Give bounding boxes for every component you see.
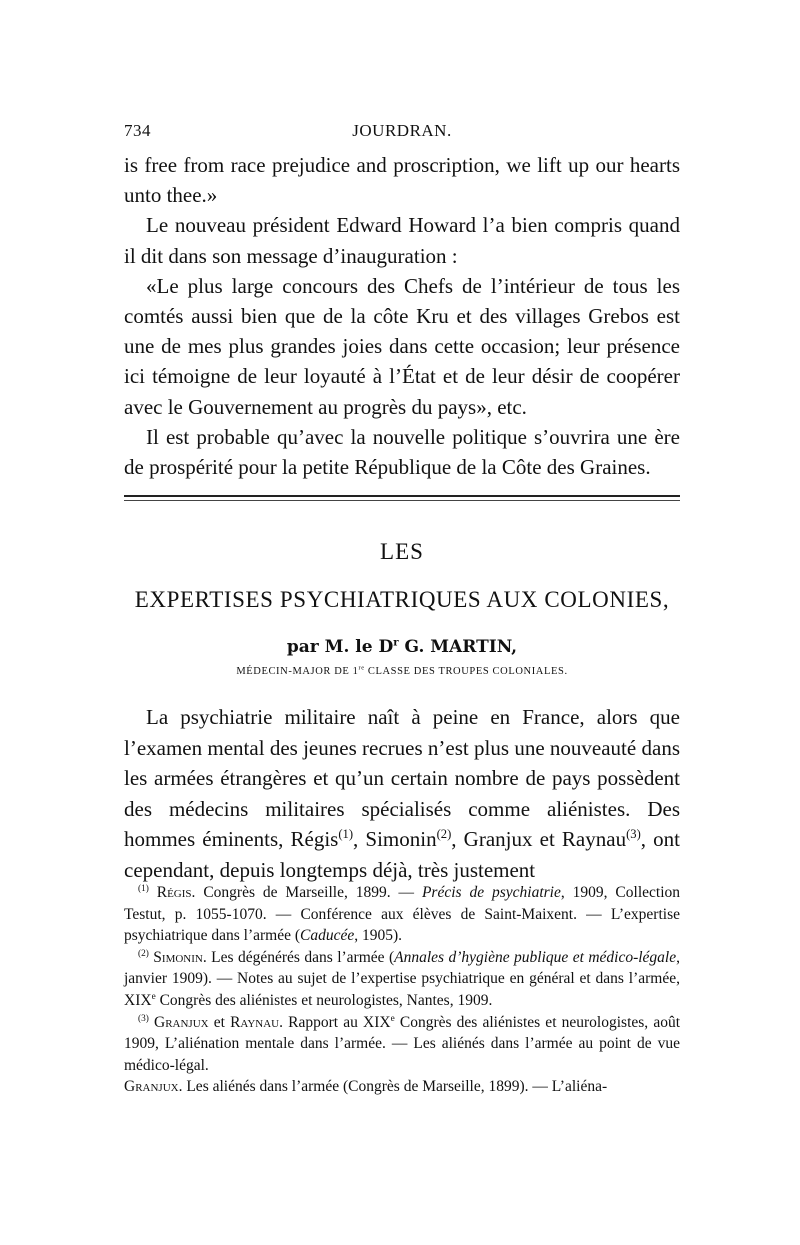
- footnote-3: $^{(3)}$ Granjux et Raynau. Rapport au XIXe Congrès des aliénistes et neurologistes, août 1909, L’aliénation mentale dans l’armée. — Les aliénés dans l’armée au point de vue médico-légal.: [124, 1013, 681, 1074]
- footnote-ref[interactable]: (3): [626, 827, 641, 841]
- running-head: [124, 121, 680, 145]
- article-intro: [124, 702, 680, 885]
- section-divider: [124, 495, 680, 497]
- article-byline: par M. le $D^r$ G. MARTIN,: [286, 636, 518, 657]
- previous-article-ending: [124, 150, 680, 482]
- article-title: EXPERTISES PSYCHIATRIQUES AUX COLONIES,: [134, 587, 670, 612]
- footnotes: [124, 882, 680, 1098]
- footnote-1: $^{(1)}$ Régis. Congrès de Marseille, 1899. — Précis de psychiatrie, 1909, Collection Testut, p. 1055-1070. — Conférence aux élèves de Saint-Maixent. — L’expertise psychiatrique dans l’armée (Caducée, 1905).: [124, 883, 680, 945]
- section-divider-thin: [124, 500, 680, 501]
- running-title: JOURDRAN.: [352, 121, 452, 140]
- footnote-ref[interactable]: (2): [436, 827, 452, 841]
- paragraph: La psychiatrie militaire naît à peine en France, alors que l’examen mental des jeunes recrues n’est plus une nouveauté dans les armées étrangères et qu’un certain nombre de pays possèdent des médecins militaires spécialisés comme aliénistes. Des hommes éminents, Régis$^{(1)}$, Simonin$^{(2)}$, Granjux et Raynau$^{(3)}$, ont cependant, depuis longtemps déjà, très justement: [124, 705, 680, 882]
- footnote-3-continued: Granjux. Les aliénés dans l’armée (Congrès de Marseille, 1899). — L’aliéna-: [124, 1078, 608, 1096]
- paragraph: is free from race prejudice and proscription, we lift up our hearts unto thee.»: [124, 153, 680, 208]
- paragraph: Il est probable qu’avec la nouvelle politique s’ouvrira une ère de prospérité pour la petite République de la Côte des Graines.: [124, 424, 680, 480]
- quotation-paragraph: «Le plus large concours des Chefs de l’intérieur de tous les comtés aussi bien que de la côte Kru et des villages Grebos est une de mes plus grandes joies dans cette occasion; leur présence ici témoigne de leur loyauté à l’État et de leur désir de coopérer avec le Gouvernement au progrès du pays», etc.: [124, 273, 680, 419]
- paragraph: Le nouveau président Edward Howard l’a bien compris quand il dit dans son message d’inauguration :: [124, 213, 680, 268]
- author-affiliation: MÉDECIN-MAJOR DE 1re CLASSE DES TROUPES COLONIALES.: [236, 664, 568, 677]
- footnote-2: $^{(2)}$ Simonin. Les dégénérés dans l’armée (Annales d’hygiène publique et médico-légale, janvier 1909). — Notes au sujet de l’expertise psychiatrique en général et dans l’armée, XIXe Congrès des aliénistes et neurologistes, Nantes, 1909.: [124, 948, 680, 1009]
- article-label: LES: [380, 539, 424, 564]
- page-number: 734: [124, 121, 151, 140]
- footnote-ref[interactable]: (1): [338, 827, 354, 841]
